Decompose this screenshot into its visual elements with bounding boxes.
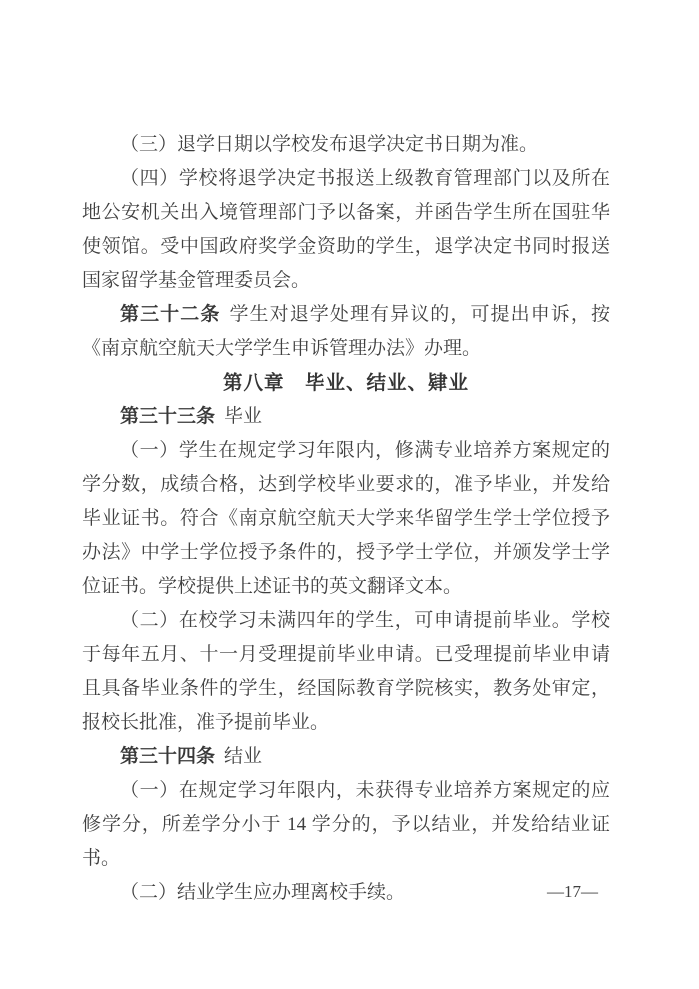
paragraph-text: （三）退学日期以学校发布退学决定书日期为准。 — [120, 134, 539, 155]
article-number: 第三十三条 — [120, 406, 216, 427]
paragraph — [82, 298, 610, 366]
paragraph — [82, 774, 610, 876]
paragraph-text: 结业 — [224, 746, 263, 767]
document-content — [82, 128, 610, 910]
article-number: 第三十四条 — [120, 746, 216, 767]
paragraph-text: （一）学生在规定学习年限内，修满专业培养方案规定的学分数，成绩合格，达到学校毕业要求的，准予毕业，并发给毕业证书。符合《南京航空航天大学来华留学生学士学位授予办法》中学士学位授予条件的，授予学士学位，并颁发学士学位证书。学校提供上述证书的英文翻译文本。 — [82, 440, 610, 597]
chapter-heading: 第八章 毕业、结业、肄业 — [222, 372, 469, 394]
paragraph — [82, 604, 610, 740]
page-number: —17— — [547, 882, 598, 901]
paragraph — [82, 162, 610, 298]
paragraph-text: （二）在校学习未满四年的学生，可申请提前毕业。学校于每年五月、十一月受理提前毕业申请。已受理提前毕业申请且具备毕业条件的学生，经国际教育学院核实，教务处审定，报校长批准，准予提前毕业。 — [82, 610, 610, 733]
paragraph-text: （二）结业学生应办理离校手续。 — [120, 882, 406, 903]
article-number: 第三十二条 — [120, 304, 221, 325]
paragraph — [82, 434, 610, 604]
paragraph-text: 学生对退学处理有异议的，可提出申诉，按《南京航空航天大学学生申诉管理办法》办理。 — [82, 304, 610, 359]
paragraph — [82, 740, 610, 774]
paragraph-text: 毕业 — [224, 406, 263, 427]
paragraph — [82, 128, 610, 162]
paragraph-text: （一）在规定学习年限内，未获得专业培养方案规定的应修学分，所差学分小于 14 学分的，予以结业，并发给结业证书。 — [82, 780, 610, 869]
paragraph-text: （四）学校将退学决定书报送上级教育管理部门以及所在地公安机关出入境管理部门予以备案，并函告学生所在国驻华使领馆。受中国政府奖学金资助的学生，退学决定书同时报送国家留学基金管理委员会。 — [82, 168, 610, 291]
paragraph — [82, 400, 610, 434]
